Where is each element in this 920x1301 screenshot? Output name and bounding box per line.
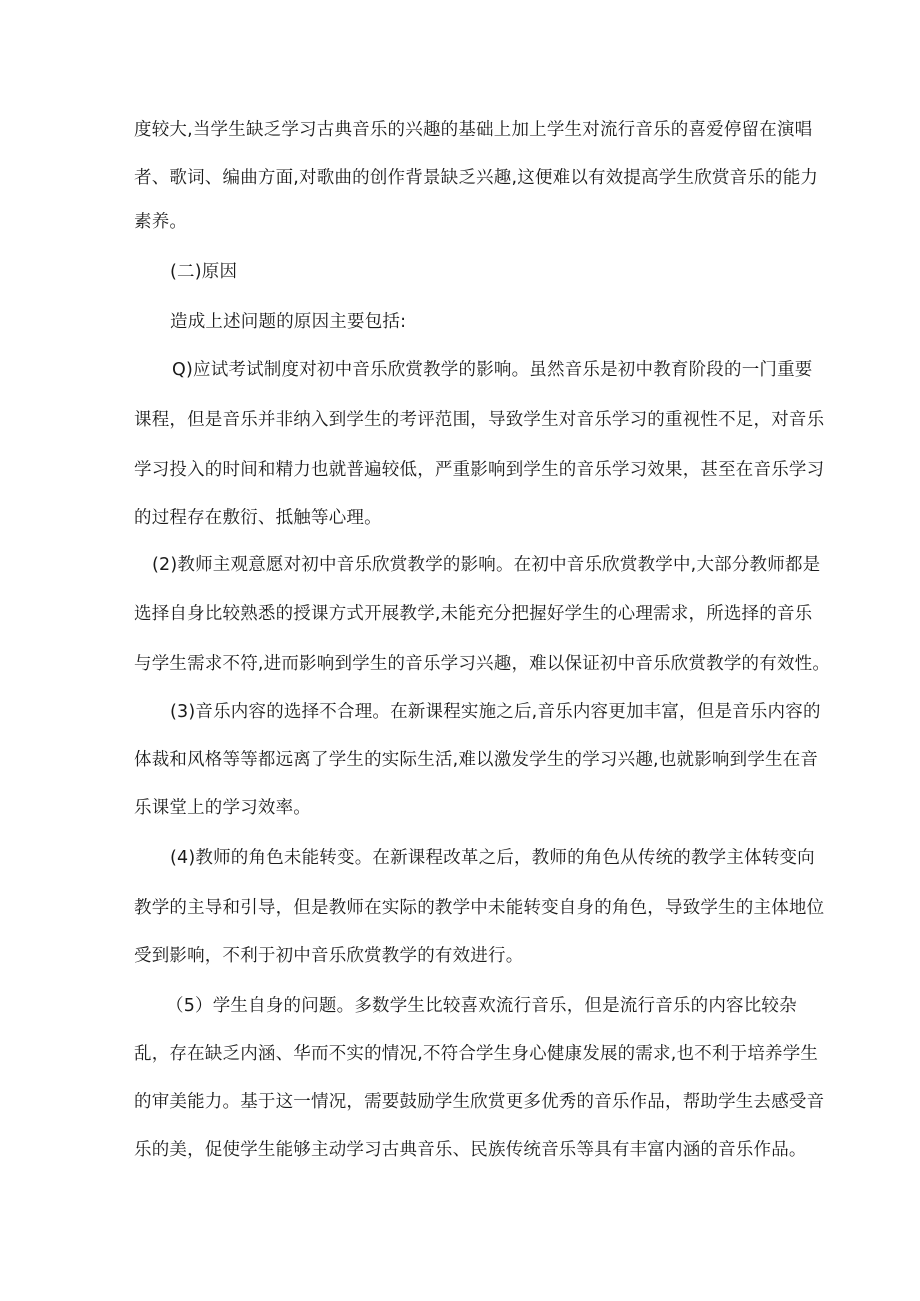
- section-heading: (二)原因: [170, 262, 238, 282]
- list-item-line: 课程，但是音乐并非纳入到学生的考评范围，导致学生对音乐学习的重视性不足，对音乐: [134, 410, 825, 430]
- paragraph-line: 素养。: [134, 212, 188, 232]
- list-item-line: 乐的美，促使学生能够主动学习古典音乐、民族传统音乐等具有丰富内涵的音乐作品。: [134, 1140, 807, 1160]
- list-item-line: 的过程存在敷衍、抵触等心理。: [134, 508, 382, 528]
- list-item-line: 与学生需求不符,进而影响到学生的音乐学习兴趣，难以保证初中音乐欣赏教学的有效性。: [134, 654, 831, 674]
- list-item-line: (3)音乐内容的选择不合理。在新课程实施之后,音乐内容更加丰富，但是音乐内容的: [170, 702, 821, 722]
- intro-line: 造成上述问题的原因主要包括:: [170, 312, 407, 332]
- list-item-line: 乐课堂上的学习效率。: [134, 798, 311, 818]
- list-item-line: 体裁和风格等等都远离了学生的实际生活,难以激发学生的学习兴趣,也就影响到学生在音: [134, 750, 819, 770]
- list-item-line: （5）学生自身的问题。多数学生比较喜欢流行音乐，但是流行音乐的内容比较杂: [166, 996, 797, 1016]
- list-item-line: 学习投入的时间和精力也就普遍较低，严重影响到学生的音乐学习效果，甚至在音乐学习: [134, 460, 825, 480]
- list-item-line: 受到影响，不利于初中音乐欣赏教学的有效进行。: [134, 946, 524, 966]
- list-item-line: 乱，存在缺乏内涵、华而不实的情况,不符合学生身心健康发展的需求,也不利于培养学生: [134, 1044, 819, 1064]
- list-item-line: 的审美能力。基于这一情况，需要鼓励学生欣赏更多优秀的音乐作品，帮助学生去感受音: [134, 1092, 825, 1112]
- paragraph-line: 者、歌词、编曲方面,对歌曲的创作背景缺乏兴趣,这便难以有效提高学生欣赏音乐的能力: [134, 168, 819, 188]
- list-item-line: 选择自身比较熟悉的授课方式开展教学,未能充分把握好学生的心理需求，所选择的音乐: [134, 604, 813, 624]
- list-item-line: 教学的主导和引导，但是教师在实际的教学中未能转变自身的角色，导致学生的主体地位: [134, 898, 825, 918]
- list-item-line: (2)教师主观意愿对初中音乐欣赏教学的影响。在初中音乐欣赏教学中,大部分教师都是: [152, 555, 821, 575]
- paragraph-line: 度较大,当学生缺乏学习古典音乐的兴趣的基础上加上学生对流行音乐的喜爱停留在演唱: [134, 120, 813, 140]
- list-item-line: Q)应试考试制度对初中音乐欣赏教学的影响。虽然音乐是初中教育阶段的一门重要: [172, 360, 813, 380]
- list-item-line: (4)教师的角色未能转变。在新课程改革之后，教师的角色从传统的教学主体转变向: [170, 848, 815, 868]
